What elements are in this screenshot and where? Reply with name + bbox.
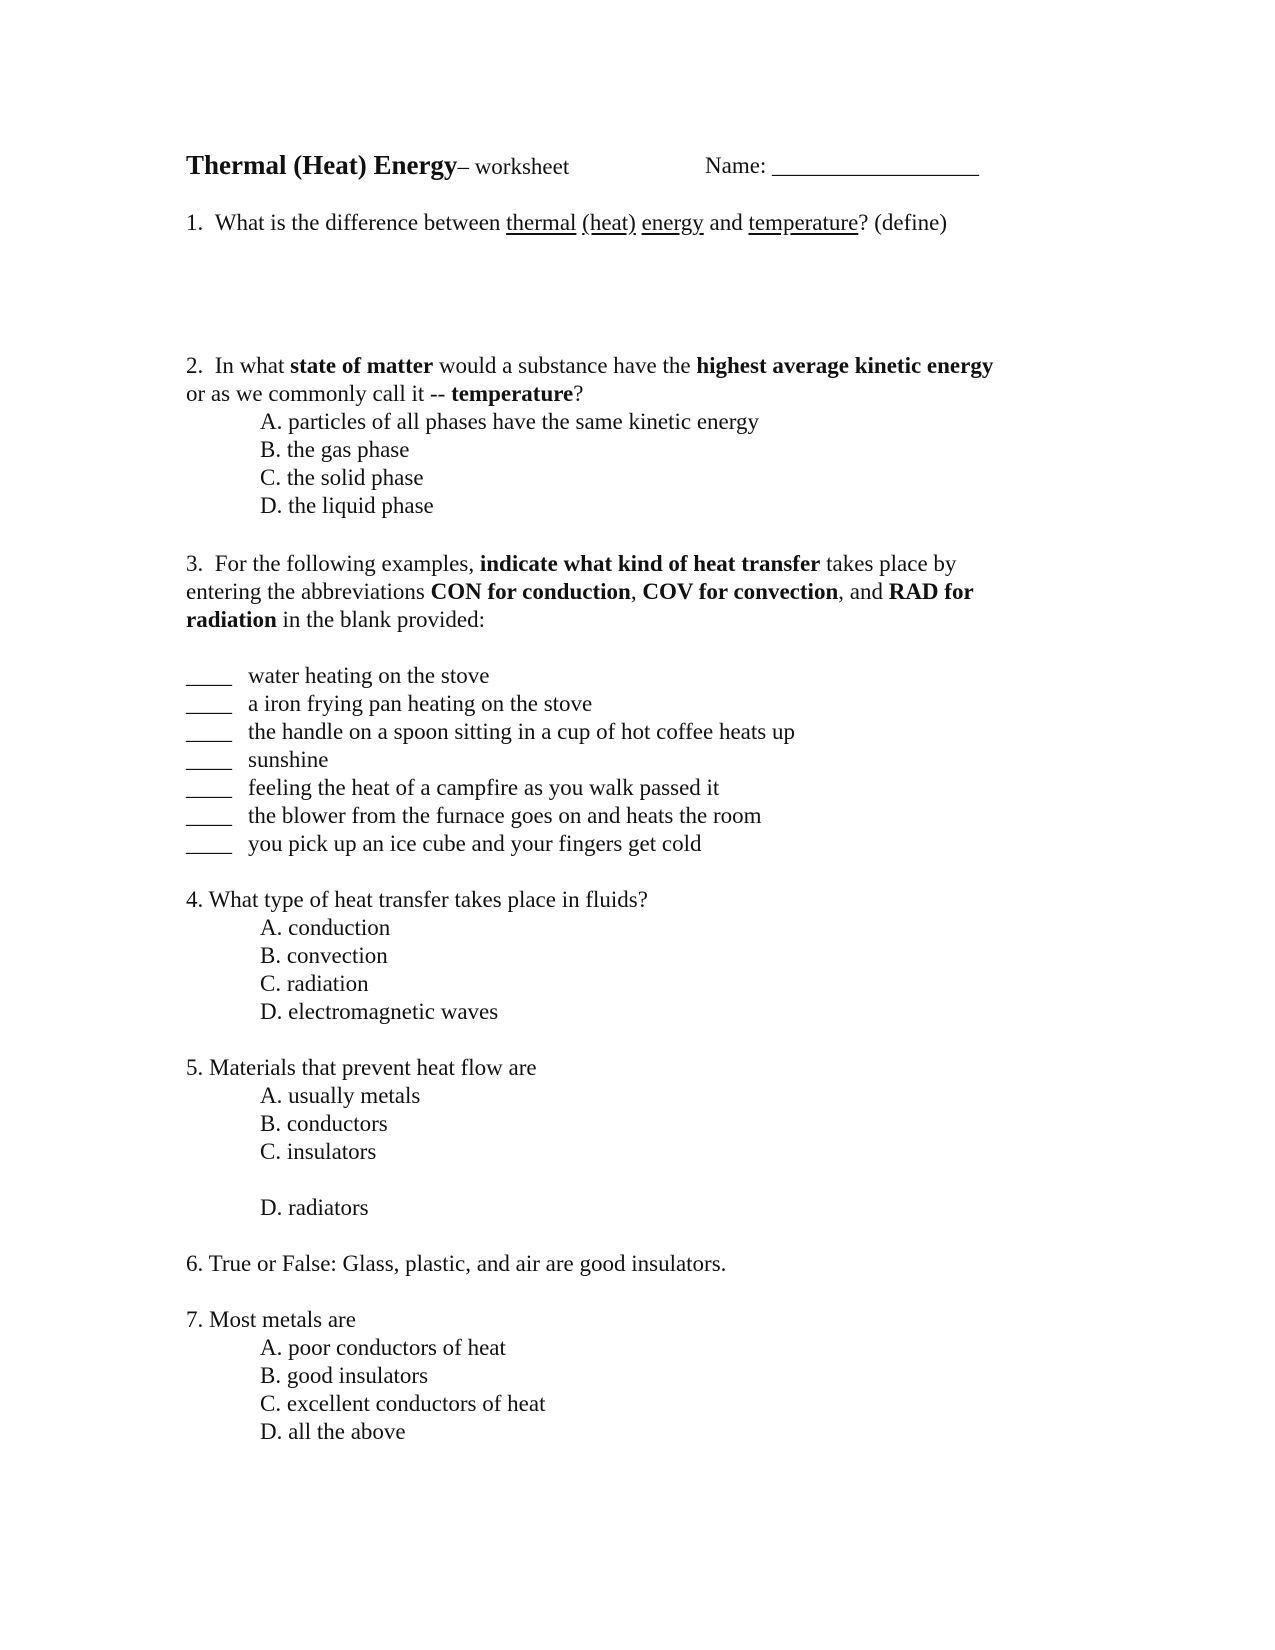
q5-option-d: D. radiators (260, 1195, 369, 1220)
q3-bold-radiation: radiation (186, 607, 277, 632)
q3-example-2 (186, 690, 592, 718)
example-text: a iron frying pan heating on the stove (248, 691, 593, 716)
question-1 (186, 209, 947, 237)
question-4: 4. What type of heat transfer takes place in fluids? (186, 887, 648, 912)
q4-option-d: D. electromagnetic waves (260, 999, 499, 1024)
worksheet-title (186, 150, 569, 181)
answer-blank: ____ (186, 747, 232, 772)
q1-text-b: and (703, 210, 749, 235)
answer-blank: ____ (186, 831, 232, 856)
answer-blank: ____ (186, 719, 232, 744)
q2-number: 2. (186, 353, 204, 378)
q2-option-a: A. particles of all phases have the same kinetic energy (260, 409, 760, 434)
title-suffix: – worksheet (457, 154, 570, 179)
q2-bold-temperature: temperature (451, 381, 574, 406)
q2-option-b: B. the gas phase (260, 437, 410, 462)
example-text: feeling the heat of a campfire as you walk passed it (248, 775, 720, 800)
q2-text-a: In what (214, 353, 291, 378)
q3-text-d: , (630, 579, 643, 604)
q3-example-3 (186, 718, 795, 746)
q5-option-c: C. insulators (260, 1139, 377, 1164)
q3-text-a: For the following examples, (214, 551, 480, 576)
q1-number: 1. (186, 210, 204, 235)
title-bold: Thermal (Heat) Energy (186, 150, 458, 180)
name-field-label: Name: __________________ (705, 153, 980, 178)
q1-text-c: ? (define) (858, 210, 948, 235)
question-2-line-1 (186, 352, 993, 380)
q1-text-a: What is the difference between (214, 210, 507, 235)
question-5: 5. Materials that prevent heat flow are (186, 1055, 537, 1080)
q7-option-b: B. good insulators (260, 1363, 429, 1388)
example-text: water heating on the stove (248, 663, 490, 688)
q3-text-b: takes place by (820, 551, 957, 576)
q3-example-6 (186, 802, 762, 830)
q3-bold-cov: COV for convection (642, 579, 839, 604)
q5-option-b: B. conductors (260, 1111, 388, 1136)
question-2-line-2 (186, 380, 583, 408)
q3-text-f: in the blank provided: (276, 607, 485, 632)
q7-option-a: A. poor conductors of heat (260, 1335, 506, 1360)
q3-text-e: , and (838, 579, 889, 604)
example-text: the blower from the furnace goes on and heats the room (248, 803, 762, 828)
q1-term-energy: energy (641, 210, 704, 235)
question-3-line-2 (186, 578, 974, 606)
q3-example-7 (186, 830, 701, 858)
q1-term-heat: (heat) (582, 210, 636, 235)
q3-bold-indicate: indicate what kind of heat transfer (479, 551, 821, 576)
question-3-line-3 (186, 606, 485, 634)
question-3-line-1 (186, 550, 956, 578)
question-6: 6. True or False: Glass, plastic, and air are good insulators. (186, 1251, 727, 1276)
q1-term-temperature: temperature (748, 210, 859, 235)
example-text: you pick up an ice cube and your fingers get cold (248, 831, 702, 856)
q3-example-5 (186, 774, 719, 802)
q2-option-c: C. the solid phase (260, 465, 424, 490)
q3-bold-rad: RAD for (888, 579, 974, 604)
example-text: the handle on a spoon sitting in a cup of hot coffee heats up (248, 719, 795, 744)
example-text: sunshine (248, 747, 329, 772)
question-7: 7. Most metals are (186, 1307, 356, 1332)
q1-term-thermal: thermal (506, 210, 577, 235)
q3-example-4 (186, 746, 329, 774)
answer-blank: ____ (186, 691, 232, 716)
q2-text-c: or as we commonly call it -- (186, 381, 452, 406)
answer-blank: ____ (186, 663, 232, 688)
q4-option-b: B. convection (260, 943, 388, 968)
q3-number: 3. (186, 551, 204, 576)
q2-text-b: would a substance have the (433, 353, 697, 378)
q4-option-a: A. conduction (260, 915, 391, 940)
q2-bold-kinetic: highest average kinetic energy (696, 353, 994, 378)
q2-text-d: ? (573, 381, 584, 406)
q5-option-a: A. usually metals (260, 1083, 421, 1108)
q3-bold-con: CON for conduction (430, 579, 631, 604)
q4-option-c: C. radiation (260, 971, 369, 996)
q7-option-c: C. excellent conductors of heat (260, 1391, 546, 1416)
q7-option-d: D. all the above (260, 1419, 406, 1444)
q3-example-1 (186, 662, 489, 690)
q2-option-d: D. the liquid phase (260, 493, 434, 518)
q3-text-c: entering the abbreviations (186, 579, 431, 604)
answer-blank: ____ (186, 803, 232, 828)
answer-blank: ____ (186, 775, 232, 800)
q2-bold-state: state of matter (290, 353, 434, 378)
